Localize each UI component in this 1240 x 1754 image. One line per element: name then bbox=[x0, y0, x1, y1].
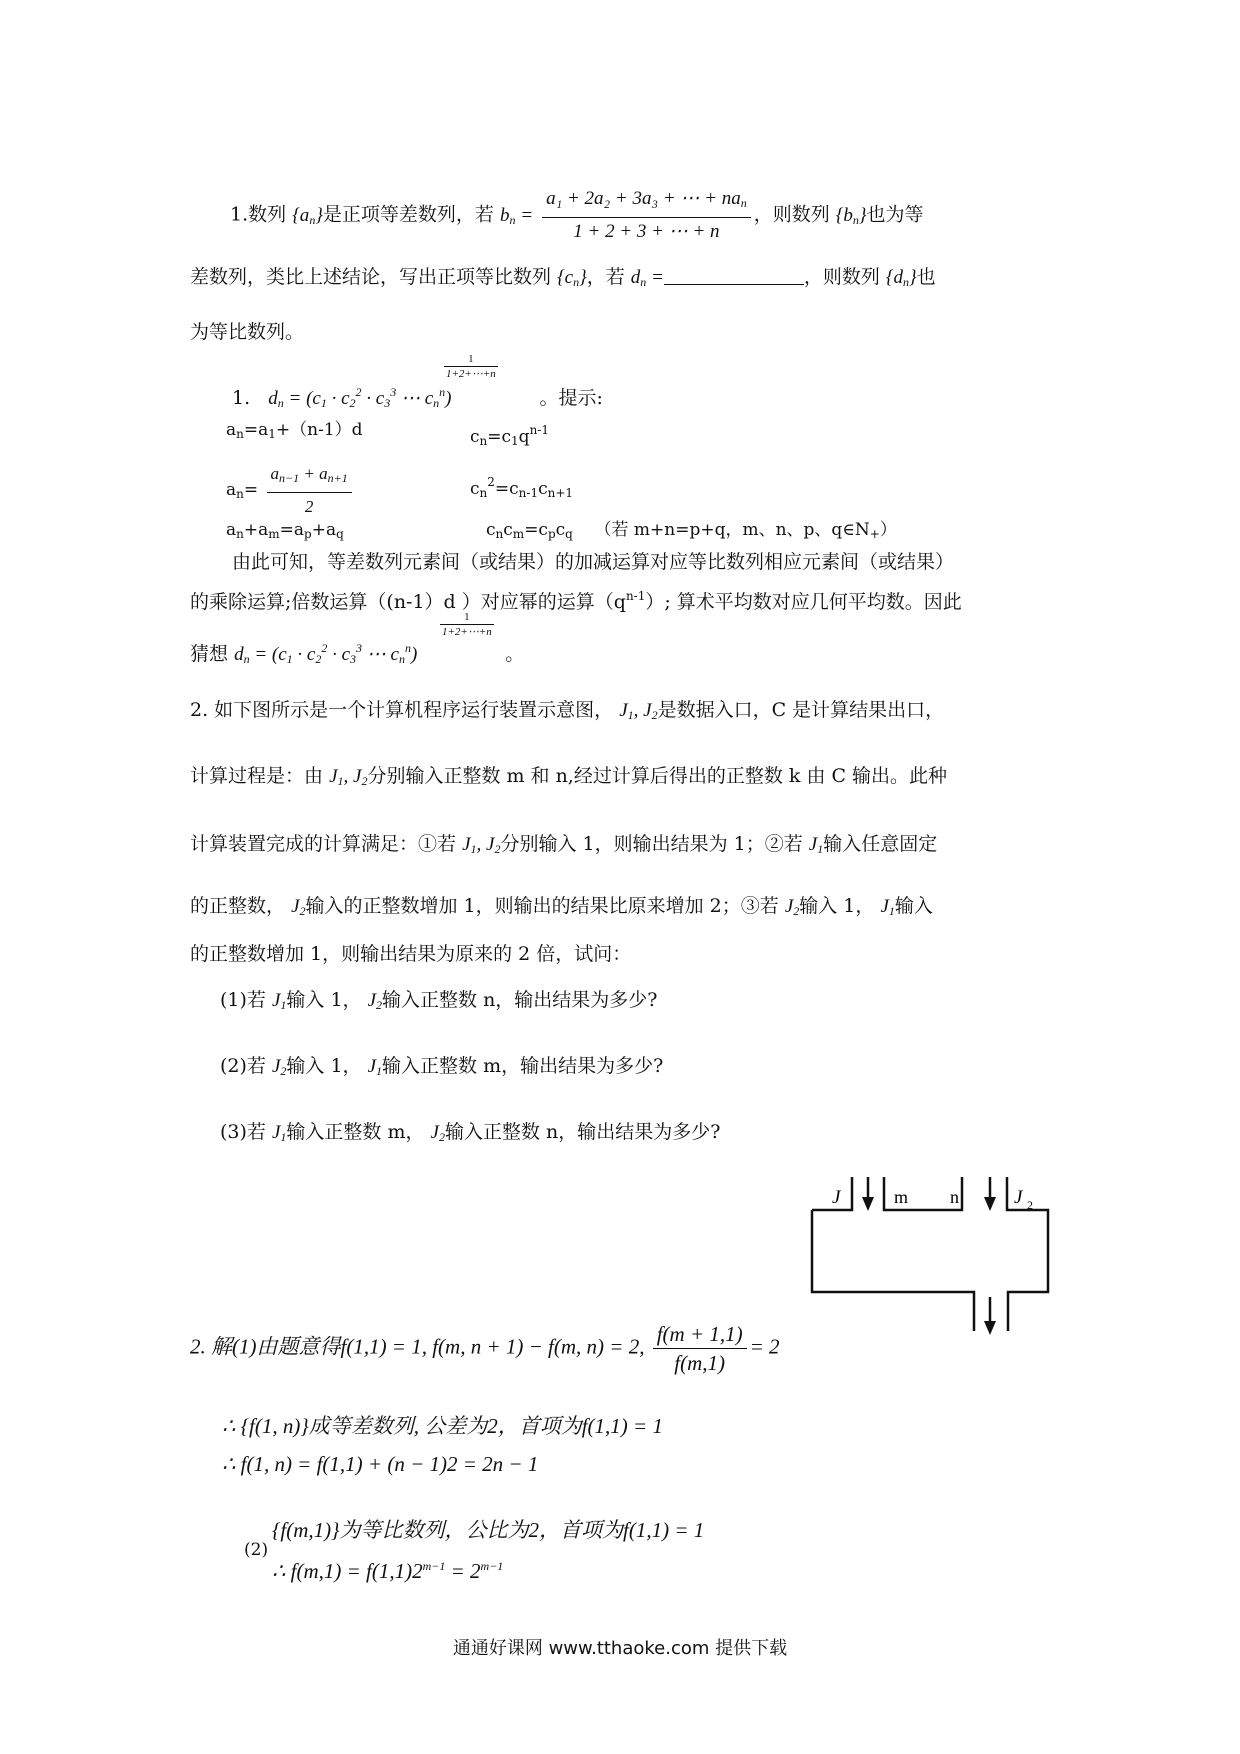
text: (3)若 bbox=[220, 1121, 266, 1143]
math-d-n-guess: $d_n = (c_1 \cdot c_2^2 \cdot c_3^3$ ⋯ $c_n^n$) bbox=[234, 641, 418, 666]
text: +（n-1）d bbox=[275, 420, 363, 440]
answer-blank[interactable] bbox=[664, 266, 804, 285]
question-1 bbox=[220, 986, 658, 1019]
hint-row-2b: $c_n^2=c_{n-1}c_{n+1}$ bbox=[470, 475, 574, 500]
text: 输入正整数 m，输出结果为多少? bbox=[382, 1055, 664, 1077]
problem-2-line-1 bbox=[190, 696, 944, 729]
problem-1-line-3: 为等比数列。 bbox=[190, 321, 305, 343]
frac-sub: n bbox=[740, 196, 747, 210]
text: 的正整数， bbox=[190, 895, 286, 917]
math-j1: $J_1$ bbox=[880, 896, 895, 918]
text: 是正项等差数列，若 bbox=[322, 203, 494, 226]
text: ∴ f(m,1) = f(1,1)2 bbox=[272, 1559, 423, 1583]
text: 的乘除运算;倍数运算（(n-1）d ）对应幂的运算（q bbox=[190, 591, 626, 613]
answer-2-line-2: ∴ {f(1, n)}成等差数列, 公差为2，首项为f(1,1) = 1 bbox=[222, 1414, 663, 1438]
text: 也 bbox=[916, 266, 936, 288]
text: 分别输入 1，则输出结果为 1；②若 bbox=[500, 833, 803, 855]
text: 2. 解(1)由题意得f(1,1) = 1, f(m, n + 1) − f(m, n) = 2, bbox=[190, 1334, 645, 1359]
hint-label: 。提示: bbox=[539, 387, 603, 409]
math-j1-j2: $J_1$, $J_2$ bbox=[329, 766, 368, 788]
hint-row-3b: $c_nc_m=c_pc_q$ （若 m+n=p+q，m、n、p、$q\in N_+$） bbox=[486, 520, 897, 541]
math-j1: $J_1$ bbox=[808, 834, 824, 856]
problem-2-line-2 bbox=[190, 762, 947, 795]
hint-row-2: $a_n=$ $\frac{a_{n-1} + a_{n+1}}{2}$ bbox=[226, 462, 355, 519]
problem-1-line-2 bbox=[190, 263, 936, 296]
label-j2-sub: 2 bbox=[1027, 1198, 1033, 1212]
answer-1-para-3 bbox=[190, 634, 524, 673]
output-arrow-head bbox=[984, 1321, 996, 1335]
text: 也为等 bbox=[866, 203, 924, 226]
math-c-n: $\{c_n\}$ bbox=[557, 267, 587, 289]
text: = 2 bbox=[749, 1334, 780, 1359]
hint-row-1: $a_n=a_1+(n-1)d$ bbox=[226, 420, 363, 441]
math-j2: $J_2$ bbox=[271, 1056, 287, 1078]
answer-1-para-1: 由此可知，等差数列元素间（或结果）的加减运算对应等比数列相应元素间（或结果） bbox=[232, 551, 955, 573]
math-j1: $J_1$ bbox=[367, 1056, 383, 1078]
math-j2: $J_2$ bbox=[430, 1122, 445, 1144]
frac-numerator: a₁ + 2a₂ + 3a₃ + ⋯ + na bbox=[546, 188, 741, 209]
exp-bottom: 1+2+⋯+n bbox=[442, 626, 492, 638]
text: 2. 如下图所示是一个计算机程序运行装置示意图， bbox=[190, 699, 614, 721]
exponent-fraction-2 bbox=[440, 610, 494, 639]
math-d-n-formula: $d_n = (c_1 \cdot c_2^2 \cdot c_3^3$ ⋯ $c_n^n$) bbox=[268, 385, 452, 410]
text: a bbox=[226, 480, 237, 500]
text: 差数列，类比上述结论，写出正项等比数列 bbox=[190, 266, 552, 288]
text: 输入的正整数增加 1，则输出的结果比原来增加 2；③若 bbox=[305, 895, 779, 917]
math-d-n: $d_n$ = bbox=[630, 267, 664, 289]
text: =a bbox=[243, 420, 269, 440]
fraction-ratio bbox=[653, 1322, 747, 1375]
text: 输入正整数 m， bbox=[286, 1121, 425, 1143]
question-3 bbox=[220, 1118, 720, 1151]
text: 是数据入口，C 是计算结果出口， bbox=[657, 699, 945, 721]
math-a-n: $\{a_n\}$ bbox=[292, 204, 323, 227]
text: 分别输入正整数 m 和 n,经过计算后得出的正整数 k 由 C 输出。此种 bbox=[367, 765, 948, 787]
fraction-b-n bbox=[542, 187, 751, 244]
math-b-n: $b_n$ = bbox=[499, 204, 534, 227]
exponent-fraction bbox=[444, 352, 498, 381]
text: n-1 bbox=[529, 423, 549, 437]
text: ，则数列 bbox=[803, 266, 880, 288]
math-j1: $J_1$ bbox=[271, 1122, 287, 1144]
text: ）; 算术平均数对应几何平均数。因此 bbox=[645, 591, 962, 613]
text: 输入 1， bbox=[286, 989, 362, 1011]
text: 输入正整数 n，输出结果为多少? bbox=[382, 989, 658, 1011]
text: 输入正整数 n，输出结果为多少? bbox=[444, 1121, 721, 1143]
answer-1-para-2 bbox=[190, 582, 962, 616]
text: m−1 bbox=[422, 1559, 446, 1573]
answer-1-formula bbox=[232, 378, 603, 417]
text: 猜想 bbox=[190, 643, 229, 665]
input-arrow-j1-head bbox=[862, 1197, 874, 1211]
answer-number: 1. bbox=[232, 387, 251, 409]
problem-2-line-4 bbox=[190, 892, 933, 925]
frac-denominator: f(m,1) bbox=[674, 1351, 726, 1375]
text: (1)若 bbox=[220, 989, 266, 1011]
computing-device-diagram bbox=[790, 1165, 1070, 1340]
frac-numerator: f(m + 1,1) bbox=[653, 1322, 747, 1349]
text: ，则数列 bbox=[753, 203, 830, 226]
problem-2-line-5: 的正整数增加 1，则输出结果为原来的 2 倍，试问： bbox=[190, 943, 632, 965]
answer-2-line-1 bbox=[190, 1322, 780, 1375]
device-outline-left bbox=[812, 1210, 974, 1331]
exp-bottom: 1+2+⋯+n bbox=[446, 368, 496, 380]
math-b-n-set: $\{b_n\}$ bbox=[835, 204, 867, 227]
text: =c bbox=[494, 479, 519, 499]
answer-2-line-5 bbox=[272, 1552, 503, 1585]
text: 计算装置完成的计算满足：①若 bbox=[190, 833, 457, 855]
math-j1-j2: $J_1$, $J_2$ bbox=[619, 700, 658, 722]
text: 输入 1， bbox=[286, 1055, 362, 1077]
label-m: m bbox=[894, 1187, 909, 1207]
text: a bbox=[226, 420, 237, 440]
text: (2)若 bbox=[220, 1055, 266, 1077]
text: 。 bbox=[505, 643, 525, 665]
math-j2: $J_2$ bbox=[784, 896, 800, 918]
label-j2: J bbox=[1014, 1187, 1023, 1208]
text: 数列 bbox=[248, 203, 287, 226]
text: a bbox=[270, 464, 280, 483]
text: n-1 bbox=[625, 589, 646, 603]
text: 输入 1， bbox=[799, 895, 875, 917]
exp-top: 1 bbox=[468, 353, 474, 365]
label-j1: J bbox=[832, 1187, 841, 1208]
fraction-mean: $\frac{a_{n-1} + a_{n+1}}{2}$ bbox=[267, 462, 352, 519]
answer-2-line-4: {f(m,1)}为等比数列，公比为2，首项为f(1,1) = 1 bbox=[272, 1518, 705, 1542]
text: a bbox=[226, 520, 237, 540]
math-j2: $J_2$ bbox=[291, 896, 306, 918]
input-arrow-j2-head bbox=[984, 1197, 996, 1211]
exp-top: 1 bbox=[464, 611, 470, 623]
math-j2: $J_2$ bbox=[367, 990, 383, 1012]
text: =c bbox=[487, 427, 512, 447]
text: 输入 bbox=[894, 895, 933, 917]
answer-2-line-3: ∴ f(1, n) = f(1,1) + (n − 1)2 = 2n − 1 bbox=[222, 1452, 539, 1476]
text: 输入任意固定 bbox=[823, 833, 938, 855]
text: q bbox=[518, 427, 530, 447]
text: = 2 bbox=[445, 1559, 481, 1583]
text: （若 m+n=p+q，m、n、p、q∈N bbox=[594, 520, 870, 540]
problem-2-line-3 bbox=[190, 830, 937, 863]
problem-1-line-1 bbox=[230, 187, 924, 244]
hint-row-1b: $c_n=c_1q^{n-1}$ bbox=[470, 423, 549, 448]
text: c bbox=[470, 427, 480, 447]
text: + a bbox=[299, 464, 328, 483]
text: 计算过程是：由 bbox=[190, 765, 324, 787]
answer-2-part-2-label: (2) bbox=[244, 1540, 269, 1560]
hint-row-3: $a_n+a_m=a_p+a_q$ bbox=[226, 520, 344, 541]
page-footer: 通通好课网 www.tthaoke.com 提供下载 bbox=[452, 1638, 788, 1659]
text: 2 bbox=[304, 497, 314, 516]
math-j1: $J_1$ bbox=[271, 990, 287, 1012]
label-n: n bbox=[950, 1187, 959, 1207]
problem-number: 1. bbox=[230, 203, 249, 226]
frac-denominator: 1 + 2 + 3 + ⋯ + n bbox=[573, 221, 720, 242]
math-d-n-set: $\{d_n\}$ bbox=[885, 267, 917, 289]
text: m−1 bbox=[480, 1559, 504, 1573]
question-2 bbox=[220, 1052, 663, 1085]
math-j1-j2: $J_1$, $J_2$ bbox=[462, 834, 501, 856]
text: ，若 bbox=[586, 266, 625, 288]
